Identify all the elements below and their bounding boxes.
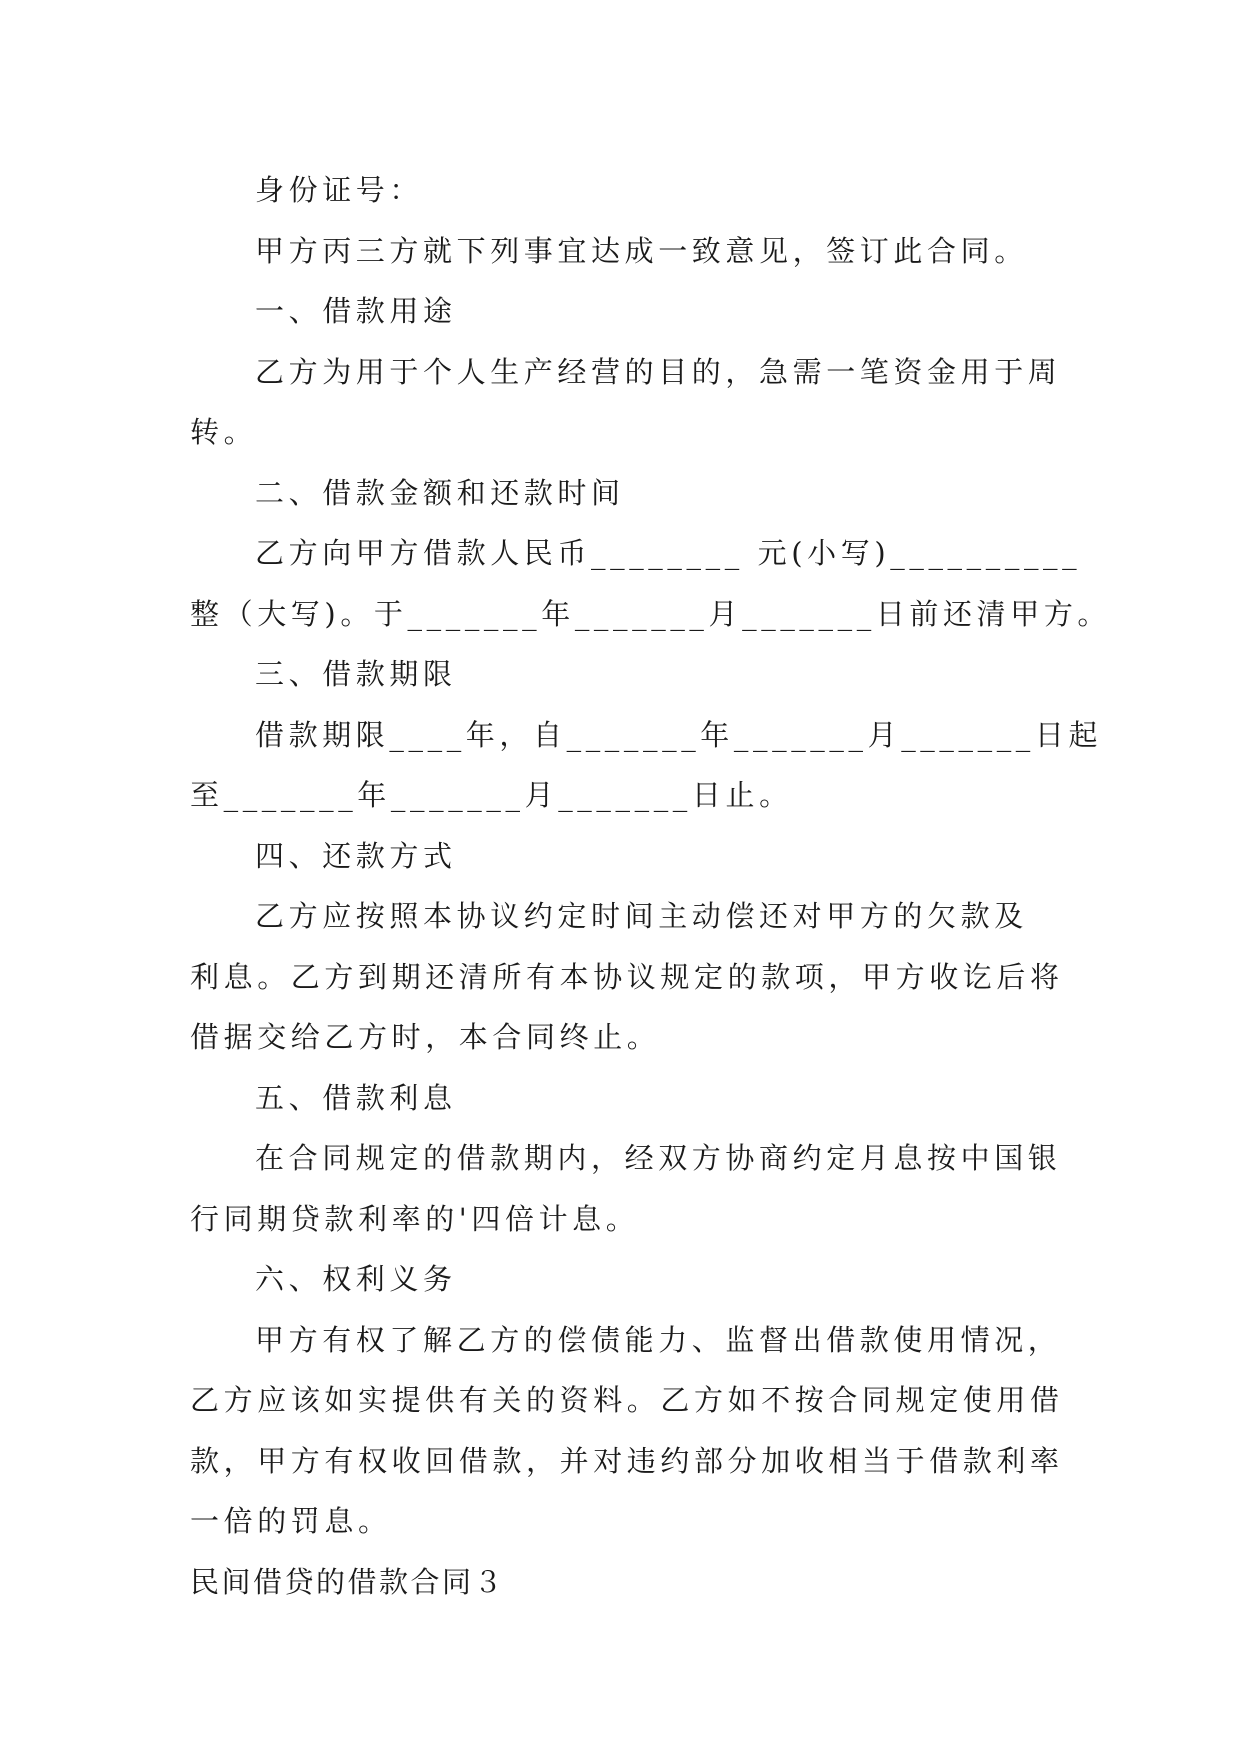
agreement-intro-line: 甲方丙三方就下列事宜达成一致意见，签订此合同。: [255, 233, 1028, 268]
section-heading-repayment: 四、还款方式: [255, 838, 457, 873]
paragraph-line: 甲方有权了解乙方的偿债能力、监督出借款使用情况，: [255, 1322, 1062, 1357]
paragraph-line: 款，甲方有权收回借款，并对违约部分加收相当于借款利率: [190, 1443, 1064, 1478]
section-heading-amount: 二、借款金额和还款时间: [255, 475, 625, 510]
id-number-line: 身份证号：: [255, 173, 424, 207]
paragraph-line: 利息。乙方到期还清所有本协议规定的款项，甲方收讫后将: [190, 959, 1064, 994]
section-heading-purpose: 一、借款用途: [255, 294, 457, 328]
paragraph-line: 行同期贷款利率的'四倍计息。: [190, 1201, 640, 1236]
paragraph-line: 借款期限____年，自_______年_______月_______日起: [255, 717, 1103, 752]
paragraph-line: 乙方为用于个人生产经营的目的，急需一笔资金用于周: [255, 354, 1062, 389]
paragraph-line: 借据交给乙方时，本合同终止。: [190, 1020, 661, 1054]
contract-body: [190, 160, 1112, 1612]
section-heading-rights: 六、权利义务: [255, 1262, 457, 1296]
paragraph-line: 乙方应该如实提供有关的资料。乙方如不按合同规定使用借: [190, 1383, 1064, 1417]
section-heading-interest: 五、借款利息: [255, 1080, 457, 1115]
paragraph-line: 乙方应按照本协议约定时间主动偿还对甲方的欠款及: [255, 899, 1028, 933]
paragraph-line: 整（大写)。于_______年_______月_______日前还清甲方。: [190, 596, 1112, 631]
paragraph-line: 转。: [190, 415, 258, 449]
paragraph-line: 一倍的罚息。: [190, 1504, 392, 1538]
section-heading-term: 三、借款期限: [255, 657, 457, 691]
next-document-heading: 民间借贷的借款合同３: [190, 1564, 506, 1599]
paragraph-line: 至_______年_______月_______日止。: [190, 778, 793, 812]
paragraph-line: 乙方向甲方借款人民币________ 元(小写)__________: [255, 536, 1082, 570]
paragraph-line: 在合同规定的借款期内，经双方协商约定月息按中国银: [255, 1141, 1062, 1175]
